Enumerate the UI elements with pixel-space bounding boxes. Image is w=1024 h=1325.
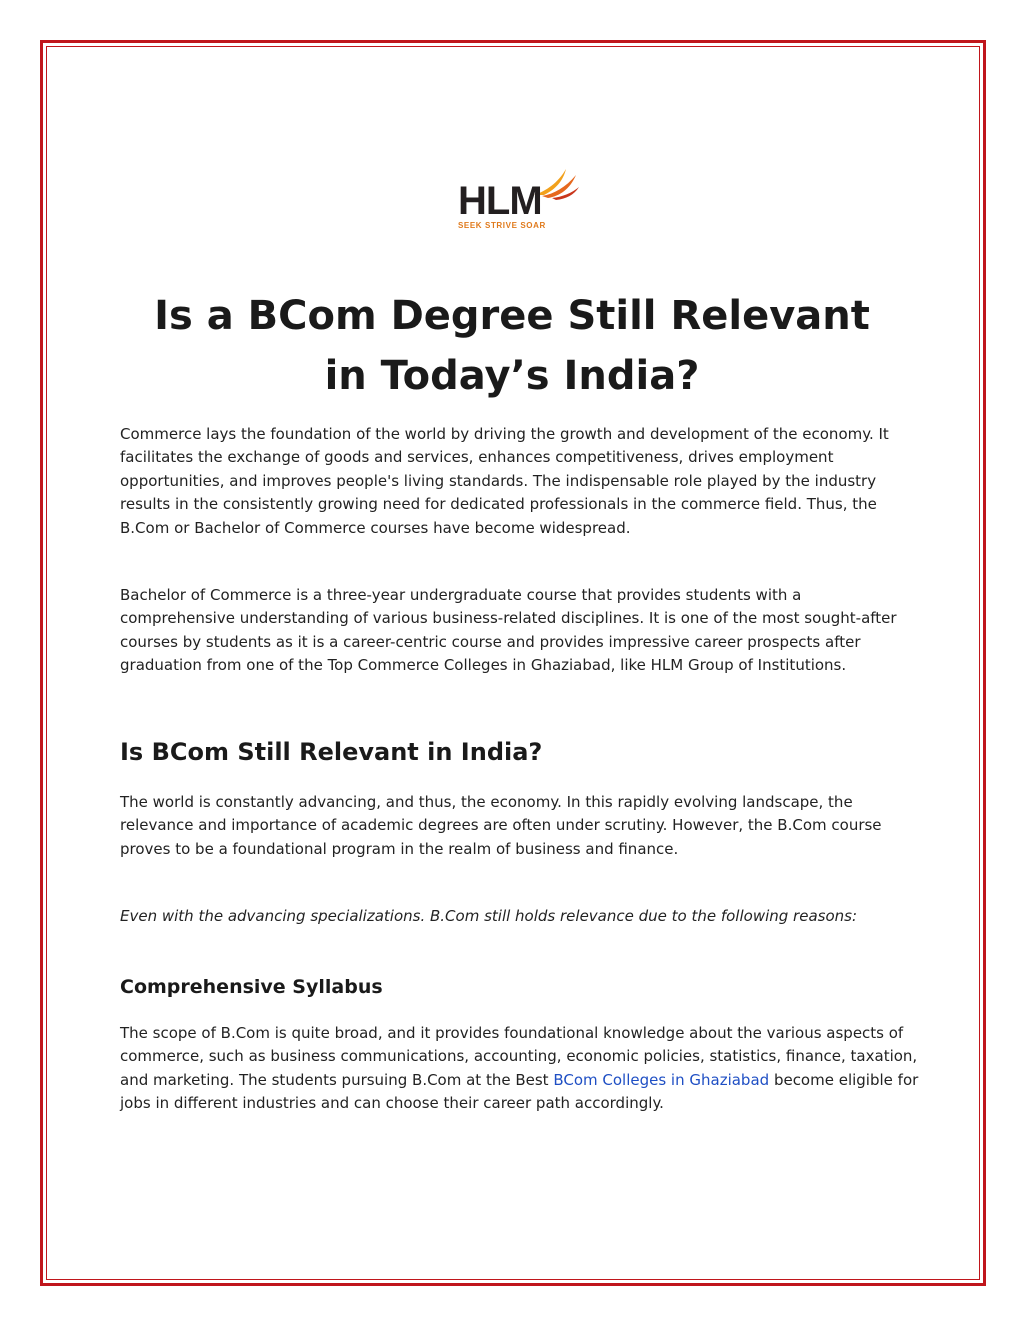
section-paragraph: The world is constantly advancing, and thus, the economy. In this rapidly evolving landscape, the relevance and importance of academic degrees are often under scrutiny. However, the B.Com course proves to be a foundational program in the realm of business and finance. bbox=[120, 793, 882, 858]
article-title bbox=[80, 286, 944, 406]
intro-paragraph-1: Commerce lays the foundation of the world by driving the growth and development of the economy. It facilitates the exchange of goods and services, enhances competitiveness, drives employment opportunities, and improves people's living standards. The indispensable role played by the industry results in the consistently growing need for dedicated professionals in the commerce field. Thus, the B.Com or Bachelor of Commerce courses have become widespread. bbox=[120, 425, 889, 537]
intro-paragraph-2: Bachelor of Commerce is a three-year undergraduate course that provides students with a comprehensive understanding of various business-related disciplines. It is one of the most sought-after courses by students as it is a career-centric course and provides impressive career prospects after graduation from one of the Top Commerce Colleges in Ghaziabad, like HLM Group of Institutions. bbox=[120, 586, 897, 675]
hlm-logo bbox=[452, 165, 582, 235]
syllabus-text-after-link: become eligible for jobs in different industries and can choose their career path accordingly. bbox=[120, 1070, 919, 1113]
logo-tagline: SEEK STRIVE SOAR bbox=[458, 221, 546, 230]
title-line-1: Is a BCom Degree Still Relevant bbox=[154, 293, 870, 339]
subheading-comprehensive-syllabus: Comprehensive Syllabus bbox=[120, 976, 383, 998]
syllabus-text-before-link: The scope of B.Com is quite broad, and it provides foundational knowledge about the various aspects of commerce, such as business communications, accounting, economic policies, statistics, finance, taxation, and marketing. The students pursuing B.Com at the Best bbox=[120, 1024, 918, 1089]
bcom-colleges-link[interactable]: BCom Colleges in Ghaziabad bbox=[553, 1070, 770, 1089]
syllabus-paragraph bbox=[120, 1022, 920, 1116]
title-line-2: in Today’s India? bbox=[324, 353, 700, 399]
section-heading: Is BCom Still Relevant in India? bbox=[120, 738, 543, 766]
logo-wordmark: HLM bbox=[458, 179, 542, 223]
italic-note: Even with the advancing specializations. B.Com still holds relevance due to the following reasons: bbox=[120, 907, 858, 925]
